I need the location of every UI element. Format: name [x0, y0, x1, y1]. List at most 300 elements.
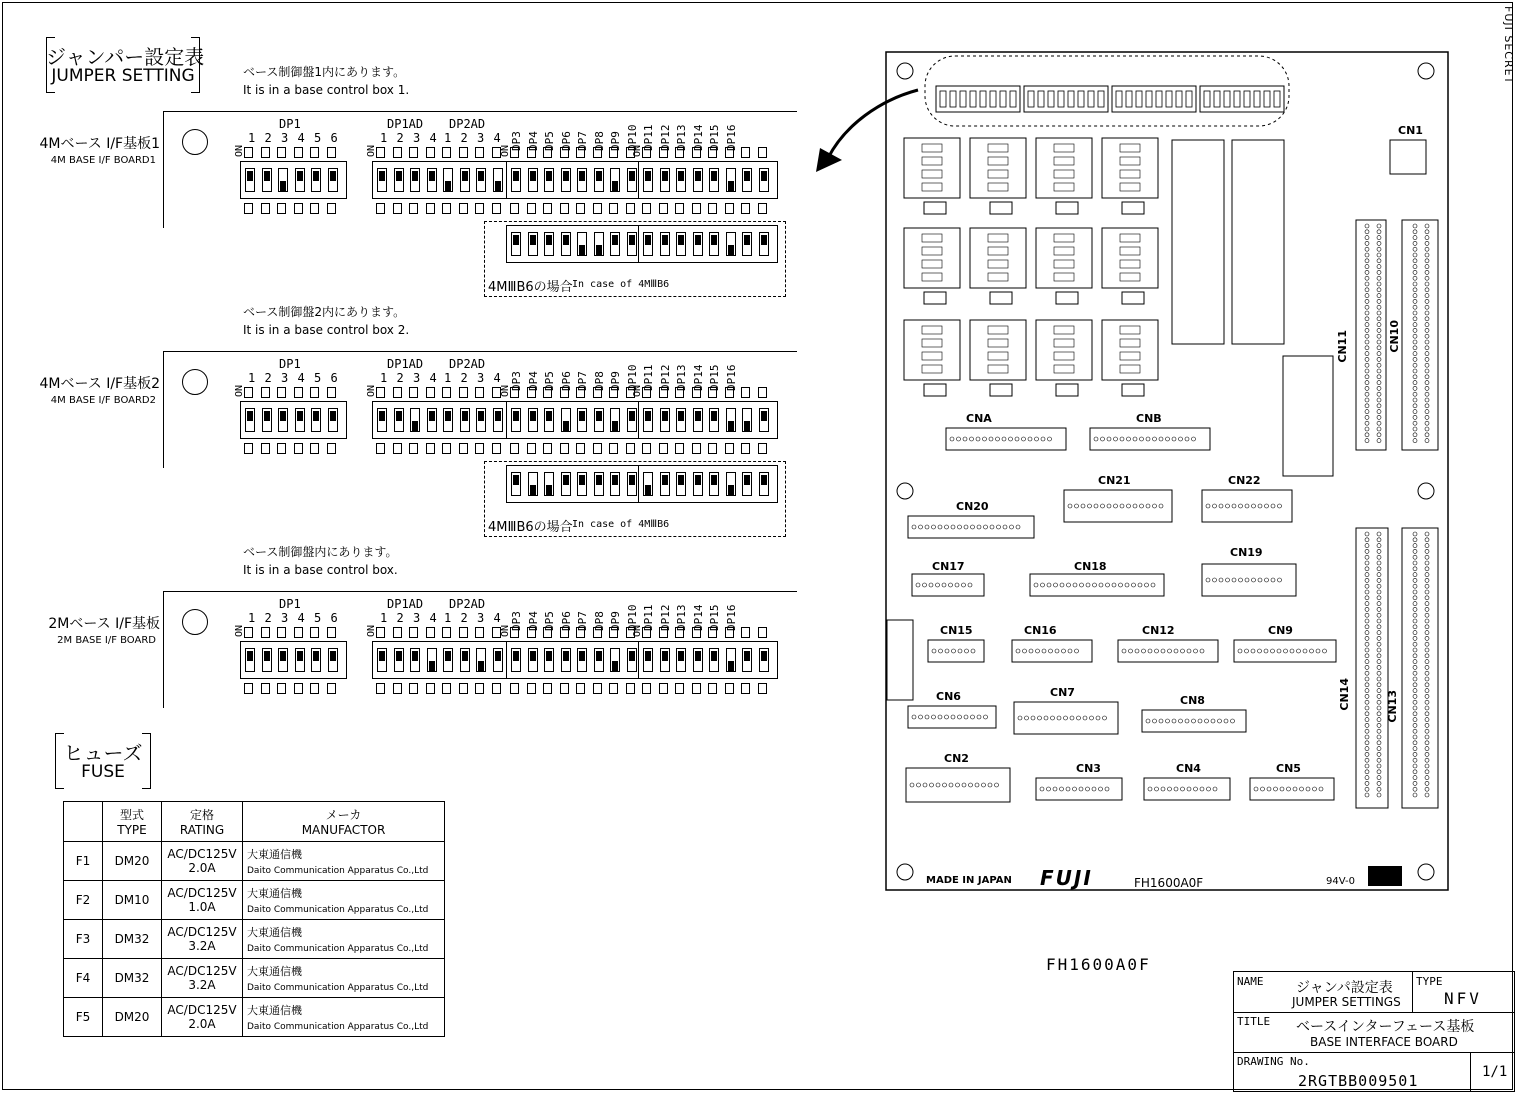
- pcb-pin: [1365, 294, 1369, 298]
- pcb-pin: [1365, 787, 1369, 791]
- board-name-en: 4M BASE I/F BOARD2: [50, 395, 156, 406]
- pcb-pin: [1413, 700, 1417, 704]
- pcb-pin: [1413, 357, 1417, 361]
- dp-name: DP9: [609, 611, 622, 631]
- pcb-jumper: [990, 202, 1012, 214]
- on-label: ON: [632, 385, 643, 398]
- pcb-pin: [1425, 602, 1429, 606]
- dp-digit: 3: [413, 371, 421, 385]
- pcb-pin: [1377, 747, 1381, 751]
- pcb-connector-pin: [943, 783, 947, 787]
- pcb-connector-pin: [1025, 716, 1029, 720]
- pcb-connector-pin: [932, 525, 936, 529]
- pcb-pin: [1377, 613, 1381, 617]
- pcb-pin: [1365, 265, 1369, 269]
- pcb-connector-pin: [1155, 649, 1159, 653]
- pcb-connector-pin: [1192, 719, 1196, 723]
- pcb-connector-pin: [1278, 504, 1282, 508]
- pcb-pin: [1413, 381, 1417, 385]
- pcb-connector-pin: [1319, 787, 1323, 791]
- pcb-pin: [1425, 439, 1429, 443]
- tb-title-en: BASE INTERFACE BOARD: [1310, 1035, 1458, 1049]
- pcb-pin: [1413, 723, 1417, 727]
- pcb-pin: [1425, 607, 1429, 611]
- dp-name: DP16: [724, 124, 738, 151]
- pcb-connector-pin: [951, 715, 955, 719]
- pcb-pin: [1413, 311, 1417, 315]
- pcb-connector-pin: [1107, 504, 1111, 508]
- pcb-connector-pin: [1129, 649, 1133, 653]
- pcb-pin: [1377, 363, 1381, 367]
- pcb-connector-pin: [1044, 716, 1048, 720]
- pcb-dip-cell: [980, 91, 986, 107]
- pcb-pin: [1413, 747, 1417, 751]
- pcb-pin: [1425, 590, 1429, 594]
- pcb-pin: [1377, 532, 1381, 536]
- pcb-pin: [1365, 613, 1369, 617]
- pcb-pin: [1377, 642, 1381, 646]
- pcb-connector-pin: [996, 437, 1000, 441]
- pcb-pin: [1425, 363, 1429, 367]
- pcb-relay-pin: [1120, 183, 1140, 191]
- tb-title-label: TITLE: [1237, 1015, 1271, 1028]
- pcb-connector-pin: [1119, 583, 1123, 587]
- dp-name: DP3: [510, 131, 523, 151]
- pcb-connector-pin: [1088, 504, 1092, 508]
- pcb-pin: [1377, 602, 1381, 606]
- pcb-pin: [1413, 549, 1417, 553]
- pcb-jumper: [1056, 384, 1078, 396]
- dp-name: DP8: [592, 611, 606, 631]
- pcb-connector-pin: [984, 715, 988, 719]
- fuse-th-rating-en: RATING: [179, 823, 225, 837]
- dp-name: DP12: [658, 124, 672, 151]
- pcb-pin: [1365, 636, 1369, 640]
- pcb-pin: [1365, 299, 1369, 303]
- pcb-pin: [1413, 433, 1417, 437]
- pcb-pin: [1365, 236, 1369, 240]
- pcb-pin: [1413, 770, 1417, 774]
- pcb-connector-pin: [1145, 583, 1149, 587]
- dp-digit: 5: [314, 371, 322, 385]
- dp-name: DP10: [625, 124, 639, 151]
- dp-digit: 6: [330, 371, 338, 385]
- tb-name-en: JUMPER SETTINGS: [1292, 995, 1401, 1009]
- pcb-connector-pin: [1300, 787, 1304, 791]
- pcb-pin: [1365, 660, 1369, 664]
- dp-name: DP7: [576, 611, 589, 631]
- pcb-pin: [1365, 259, 1369, 263]
- pcb-pin: [1413, 671, 1417, 675]
- pcb-pin: [1377, 259, 1381, 263]
- pcb-connector-pin: [1172, 437, 1176, 441]
- pcb-connector-pin: [975, 783, 979, 787]
- pcb-pin: [1365, 770, 1369, 774]
- board-name-en: 2M BASE I/F BOARD: [57, 635, 156, 646]
- pcb-dip-cell: [1078, 91, 1084, 107]
- pcb-connector-pin: [1187, 787, 1191, 791]
- pcb-dip-cell: [1038, 91, 1044, 107]
- pcb-pin: [1377, 700, 1381, 704]
- pcb-pin: [1413, 544, 1417, 548]
- extra-label-jp: 4MⅢB6の場合: [488, 280, 573, 295]
- pcb-connector-pin: [1094, 437, 1098, 441]
- pcb-pin: [1377, 671, 1381, 675]
- pcb-pin: [1377, 340, 1381, 344]
- dp-name: DP5: [543, 611, 556, 631]
- pcb-pin: [1425, 224, 1429, 228]
- pcb-relay-pin: [1054, 365, 1074, 373]
- pcb-pin: [1365, 677, 1369, 681]
- pcb-connector-pin: [923, 783, 927, 787]
- pcb-pin: [1425, 415, 1429, 419]
- pcb-dip-cell: [1156, 91, 1162, 107]
- pcb-pin: [1413, 352, 1417, 356]
- pcb-pin: [1413, 236, 1417, 240]
- pcb-connector-pin: [1218, 719, 1222, 723]
- dp-name: DP8: [592, 131, 606, 151]
- fuse-id: F5: [64, 998, 103, 1037]
- pcb-pin: [1365, 230, 1369, 234]
- fuse-id: F3: [64, 920, 103, 959]
- pcb-pin: [1425, 747, 1429, 751]
- pcb-pin: [1413, 555, 1417, 559]
- pcb-pin: [1365, 718, 1369, 722]
- pcb-pin: [1377, 375, 1381, 379]
- pcb-connector-pin: [1068, 504, 1072, 508]
- pcb-connector-pin: [1278, 578, 1282, 582]
- pcb-connector-label: CN21: [1098, 474, 1131, 487]
- dp-name: DP16: [724, 364, 738, 391]
- board-name-jp: 4Mベース I/F基板2: [39, 376, 160, 392]
- dp-name: DP13: [675, 604, 688, 631]
- pcb-pin: [1413, 718, 1417, 722]
- dp-digit: 1: [380, 371, 388, 385]
- pcb-jumper: [1122, 292, 1144, 304]
- pcb-connector-pin: [1174, 649, 1178, 653]
- pcb-relay-pin: [1054, 144, 1074, 152]
- dp-name: DP11: [642, 364, 655, 391]
- pcb-connector-pin: [1120, 504, 1124, 508]
- pcb-connector-pin: [1132, 583, 1136, 587]
- pcb-connector-label: CN5: [1276, 762, 1301, 775]
- pcb-connector-label: CN10: [1388, 320, 1401, 353]
- pcb-pin: [1377, 781, 1381, 785]
- pcb-connector-pin: [1035, 437, 1039, 441]
- pcb-dip-cell: [950, 91, 956, 107]
- pcb-connector-pin: [1185, 437, 1189, 441]
- pcb-relay: [904, 320, 960, 380]
- pcb-connector-pin: [1151, 583, 1155, 587]
- pcb-connector-pin: [1051, 716, 1055, 720]
- pcb-pin: [1413, 567, 1417, 571]
- pcb-pin: [1377, 265, 1381, 269]
- dp-name: DP4: [526, 371, 540, 391]
- pcb-relay-pin: [988, 352, 1008, 360]
- pcb-pin: [1413, 752, 1417, 756]
- pcb-pin: [1425, 288, 1429, 292]
- fuse-type: DM20: [103, 998, 162, 1037]
- dp-digit: 3: [413, 131, 421, 145]
- pcb-pin: [1425, 381, 1429, 385]
- pcb-connector-pin: [958, 715, 962, 719]
- pcb-dip-cell: [1010, 91, 1016, 107]
- pcb-connector-pin: [1271, 504, 1275, 508]
- pcb-connector-pin: [1265, 504, 1269, 508]
- board-name-jp: 4Mベース I/F基板1: [39, 136, 160, 152]
- label-dp2ad: DP2AD: [449, 357, 486, 371]
- pcb-connector-pin: [1252, 578, 1256, 582]
- pcb-dip-cell: [1214, 91, 1220, 107]
- pcb-connector-pin: [1213, 787, 1217, 791]
- pcb-pin: [1365, 305, 1369, 309]
- dp-digit: 2: [264, 131, 272, 145]
- pcb-connector-pin: [968, 583, 972, 587]
- pcb-pin: [1377, 317, 1381, 321]
- pcb-connector-pin: [984, 525, 988, 529]
- pcb-pin: [1365, 375, 1369, 379]
- pcb-connector-pin: [1271, 578, 1275, 582]
- dp-name: DP6: [559, 371, 573, 391]
- pcb-relay: [1036, 320, 1092, 380]
- pcb-connector-pin: [1120, 437, 1124, 441]
- pcb-pin: [1365, 706, 1369, 710]
- jumper-header-en: JUMPER SETTING: [51, 66, 195, 86]
- pcb-relay-pin: [988, 157, 1008, 165]
- pcb-jumper: [1122, 202, 1144, 214]
- pcb-pin: [1425, 323, 1429, 327]
- pcb-pin: [1365, 532, 1369, 536]
- pcb-connector-pin: [1153, 719, 1157, 723]
- pcb-pin: [1365, 241, 1369, 245]
- pcb-pin: [1365, 631, 1369, 635]
- pcb-connector-pin: [964, 715, 968, 719]
- fuse-header-jp: ヒューズ: [63, 741, 143, 765]
- pcb-pin: [1377, 294, 1381, 298]
- pcb-pin: [1377, 694, 1381, 698]
- pcb-connector-pin: [1140, 504, 1144, 508]
- pcb-pin: [1413, 230, 1417, 234]
- pcb-connector-pin: [1040, 787, 1044, 791]
- pcb-connector-pin: [1093, 583, 1097, 587]
- pcb-connector-pin: [1080, 583, 1084, 587]
- pcb-connector-pin: [1101, 437, 1105, 441]
- pcb-connector-pin: [932, 715, 936, 719]
- pcb-connector-pin: [990, 525, 994, 529]
- pcb-connector-pin: [945, 715, 949, 719]
- pcb-pin: [1365, 340, 1369, 344]
- pcb-connector-pin: [1200, 787, 1204, 791]
- pcb-connector-pin: [1224, 719, 1228, 723]
- on-label: ON: [500, 385, 511, 398]
- pcb-connector: [1234, 640, 1336, 662]
- dp-digit: 3: [413, 611, 421, 625]
- pcb-connector-pin: [1207, 787, 1211, 791]
- pcb-pin: [1425, 793, 1429, 797]
- pcb-connector: [908, 516, 1034, 538]
- pcb-connector-pin: [1146, 719, 1150, 723]
- pcb-pin: [1365, 596, 1369, 600]
- pcb-pin: [1365, 747, 1369, 751]
- pcb-pin: [1365, 625, 1369, 629]
- pcb-connector-label: CN15: [940, 624, 973, 637]
- pcb-pin: [1425, 694, 1429, 698]
- pcb-relay-pin: [922, 260, 942, 268]
- pcb-connector-pin: [1290, 649, 1294, 653]
- pcb-pin: [1365, 544, 1369, 548]
- pcb-pin: [1365, 793, 1369, 797]
- dp-name: DP3: [510, 611, 523, 631]
- pcb-pin: [1425, 642, 1429, 646]
- label-dp1: DP1: [279, 597, 301, 611]
- pcb-relay: [970, 320, 1026, 380]
- pcb-pin: [1425, 294, 1429, 298]
- pcb-pin: [1365, 602, 1369, 606]
- pcb-pin: [1377, 276, 1381, 280]
- pcb-pin: [1377, 311, 1381, 315]
- pcb-connector-pin: [1148, 649, 1152, 653]
- fuse-id: F4: [64, 959, 103, 998]
- pcb-pin: [1413, 648, 1417, 652]
- pcb-connector-label: CN4: [1176, 762, 1201, 775]
- pcb-connector-pin: [1022, 437, 1026, 441]
- pcb-pin: [1425, 270, 1429, 274]
- pcb-connector-pin: [1239, 578, 1243, 582]
- pcb-pin: [1413, 270, 1417, 274]
- pcb-connector-pin: [1041, 437, 1045, 441]
- pcb-relay: [1102, 228, 1158, 288]
- pcb-connector-pin: [1047, 583, 1051, 587]
- pcb-connector-pin: [1254, 787, 1258, 791]
- pcb-connector-pin: [1274, 787, 1278, 791]
- pcb-pin: [1425, 305, 1429, 309]
- dp-digit: 4: [493, 371, 501, 385]
- pcb-dip-cell: [1116, 91, 1122, 107]
- pcb-connector-pin: [1028, 437, 1032, 441]
- pcb-connector-pin: [1277, 649, 1281, 653]
- pcb-relay-pin: [988, 339, 1008, 347]
- board-note-jp: ベース制御盤1内にあります。: [243, 65, 406, 79]
- pcb-pin: [1365, 689, 1369, 693]
- pcb-connector-pin: [1148, 787, 1152, 791]
- pcb-pin: [1377, 381, 1381, 385]
- pcb-pin: [1377, 596, 1381, 600]
- pcb-pin: [1365, 578, 1369, 582]
- pcb-connector-pin: [1168, 649, 1172, 653]
- pcb-pin: [1377, 712, 1381, 716]
- on-label: ON: [500, 625, 511, 638]
- pcb-pin: [1413, 241, 1417, 245]
- pcb-pin: [1365, 288, 1369, 292]
- pcb-pin: [1377, 648, 1381, 652]
- pcb-connector-pin: [1238, 649, 1242, 653]
- pcb-pin: [1365, 758, 1369, 762]
- pcb-pin: [1413, 706, 1417, 710]
- pcb-connector-pin: [963, 437, 967, 441]
- pcb-relay-pin: [922, 157, 942, 165]
- pcb-dip-cell: [1136, 91, 1142, 107]
- pcb-connector-pin: [1075, 504, 1079, 508]
- pcb-relay-pin: [1120, 326, 1140, 334]
- fuse-maker-jp: 大東通信機: [247, 1004, 302, 1017]
- dp-name: DP12: [658, 604, 672, 631]
- pcb-connector-pin: [1099, 583, 1103, 587]
- pcb-connector-pin: [917, 783, 921, 787]
- pcb-pin: [1365, 328, 1369, 332]
- pcb-pin: [1425, 619, 1429, 623]
- dp-digit: 2: [264, 371, 272, 385]
- pcb-pin: [1425, 247, 1429, 251]
- pcb-pin: [1413, 363, 1417, 367]
- pcb-connector-pin: [1114, 437, 1118, 441]
- fuse-header-en: FUSE: [81, 762, 125, 782]
- label-dp2ad: DP2AD: [449, 117, 486, 131]
- fuse-th-maker-jp: メーカ: [325, 808, 362, 822]
- pcb-connector-pin: [1055, 649, 1059, 653]
- fuse-maker-jp: 大東通信機: [247, 926, 302, 939]
- board-note-en: It is in a base control box 2.: [243, 323, 410, 337]
- pcb-connector-pin: [945, 649, 949, 653]
- tb-name-label: NAME: [1237, 975, 1264, 988]
- pcb-pin: [1413, 305, 1417, 309]
- on-label: ON: [632, 625, 643, 638]
- pcb-relay-pin: [1054, 247, 1074, 255]
- pcb-connector-pin: [1112, 583, 1116, 587]
- pcb-pin: [1425, 392, 1429, 396]
- pcb-pin: [1425, 532, 1429, 536]
- pcb-connector-pin: [1105, 787, 1109, 791]
- pcb-connector-pin: [1306, 787, 1310, 791]
- dp-name: DP5: [543, 371, 556, 391]
- pcb-connector-pin: [977, 715, 981, 719]
- pcb-relay-pin: [922, 365, 942, 373]
- dp-name: DP14: [691, 364, 705, 391]
- pcb-connector-pin: [1122, 649, 1126, 653]
- pcb-pin: [1365, 671, 1369, 675]
- pcb-pin: [1413, 602, 1417, 606]
- pcb-pin: [1425, 718, 1429, 722]
- pcb-connector-label: CN20: [956, 500, 989, 513]
- pcb-connector-pin: [1153, 504, 1157, 508]
- pcb-pin: [1413, 561, 1417, 565]
- dp-digit: 1: [380, 131, 388, 145]
- dp-name: DP3: [510, 371, 523, 391]
- pcb-connector-pin: [1142, 649, 1146, 653]
- label-dp1: DP1: [279, 357, 301, 371]
- pcb-pin: [1365, 363, 1369, 367]
- pcb-connector-pin: [1313, 787, 1317, 791]
- pcb-pin: [1425, 764, 1429, 768]
- on-label: ON: [234, 145, 245, 158]
- pcb-pin: [1377, 561, 1381, 565]
- pcb-relay: [1102, 320, 1158, 380]
- board-note-en: It is in a base control box 1.: [243, 83, 410, 97]
- fuse-th-type-en: TYPE: [117, 823, 147, 837]
- pcb-pin: [1365, 561, 1369, 565]
- pcb-pin: [1413, 654, 1417, 658]
- on-label: ON: [366, 145, 377, 158]
- pcb-pin: [1377, 299, 1381, 303]
- pcb-pin: [1377, 241, 1381, 245]
- pcb-pin: [1377, 636, 1381, 640]
- dp-name: DP14: [691, 604, 705, 631]
- pcb-pin: [1425, 578, 1429, 582]
- pcb-connector-pin: [1036, 649, 1040, 653]
- pcb-pin: [1425, 729, 1429, 733]
- pcb-relay-pin: [1120, 170, 1140, 178]
- pcb-connector-pin: [1284, 649, 1288, 653]
- pcb-pin: [1425, 660, 1429, 664]
